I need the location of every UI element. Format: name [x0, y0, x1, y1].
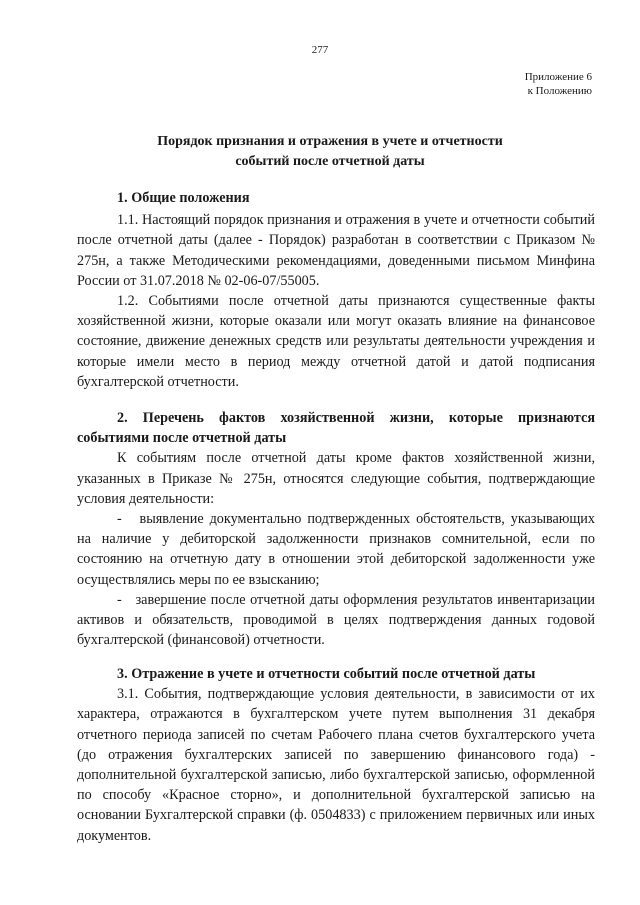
document-title	[60, 132, 600, 172]
document-title-line-1: Порядок признания и отражения в учете и отчетности	[157, 134, 503, 149]
list-item-doubtful-receivables: - выявление документально подтвержденных обстоятельств, указывающих на наличие у дебиторской задолженности признаков сомнительной, если по состоянию на отчетную дату в отношении этой дебиторской задолженности уже осуществлялись меры по ее взысканию;	[77, 511, 595, 588]
section-2-intro: К событиям после отчетной даты кроме фактов хозяйственной жизни, указанных в Приказе № 275н, относятся следующие события, подтверждающие условия деятельности:	[77, 450, 595, 507]
section-events-list	[77, 408, 595, 650]
paragraph-3-1: 3.1. События, подтверждающие условия деятельности, в зависимости от их характера, отражаются в бухгалтерском учете путем выполнения 31 декабря отчетного периода записей по счетам Рабочего плана счетов бухгалтерского учета (до отражения бухгалтерских записей по завершению финансового года) - дополнительной бухгалтерской записью, либо бухгалтерской записью, оформленной по способу «Красное сторно», и дополнительной бухгалтерской записью на основании Бухгалтерской справки (ф. 0504833) с приложением первичных или иных документов.	[77, 686, 595, 844]
page-number: 277	[311, 44, 329, 56]
document-title-line-2: событий после отчетной даты	[235, 154, 425, 169]
paragraph-1-2: 1.2. Событиями после отчетной даты признаются существенные факты хозяйственной жизни, которые оказали или могут оказать влияние на финансовое состояние, движение денежных средств или результаты деятельности учреждения и которые имели место в период между отчетной датой и датой подписания бухгалтерской отчетности.	[77, 293, 595, 390]
section-1-heading: 1. Общие положения	[117, 190, 250, 206]
section-2-heading: 2. Перечень фактов хозяйственной жизни, которые признаются событиями после отчетной даты	[77, 410, 595, 447]
appendix-note	[525, 70, 592, 98]
appendix-line-1: Приложение 6	[524, 71, 592, 83]
paragraph-1-1: 1.1. Настоящий порядок признания и отражения в учете и отчетности событий после отчетной даты (далее - Порядок) разработан в соответствии с Приказом № 275н, а также Методическими рекомендациями, доведенными письмом Минфина России от 31.07.2018 № 02-06-07/55005.	[77, 212, 595, 289]
section-3-heading: 3. Отражение в учете и отчетности событий после отчетной даты	[117, 666, 536, 682]
section-general-provisions	[77, 188, 595, 392]
list-item-inventory-results: - завершение после отчетной даты оформления результатов инвентаризации активов и обязательств, проводимой в целях подтверждения данных годовой бухгалтерской (финансовой) отчетности.	[77, 591, 595, 649]
appendix-line-2: к Положению	[527, 85, 592, 97]
section-accounting-reflection	[77, 664, 595, 846]
